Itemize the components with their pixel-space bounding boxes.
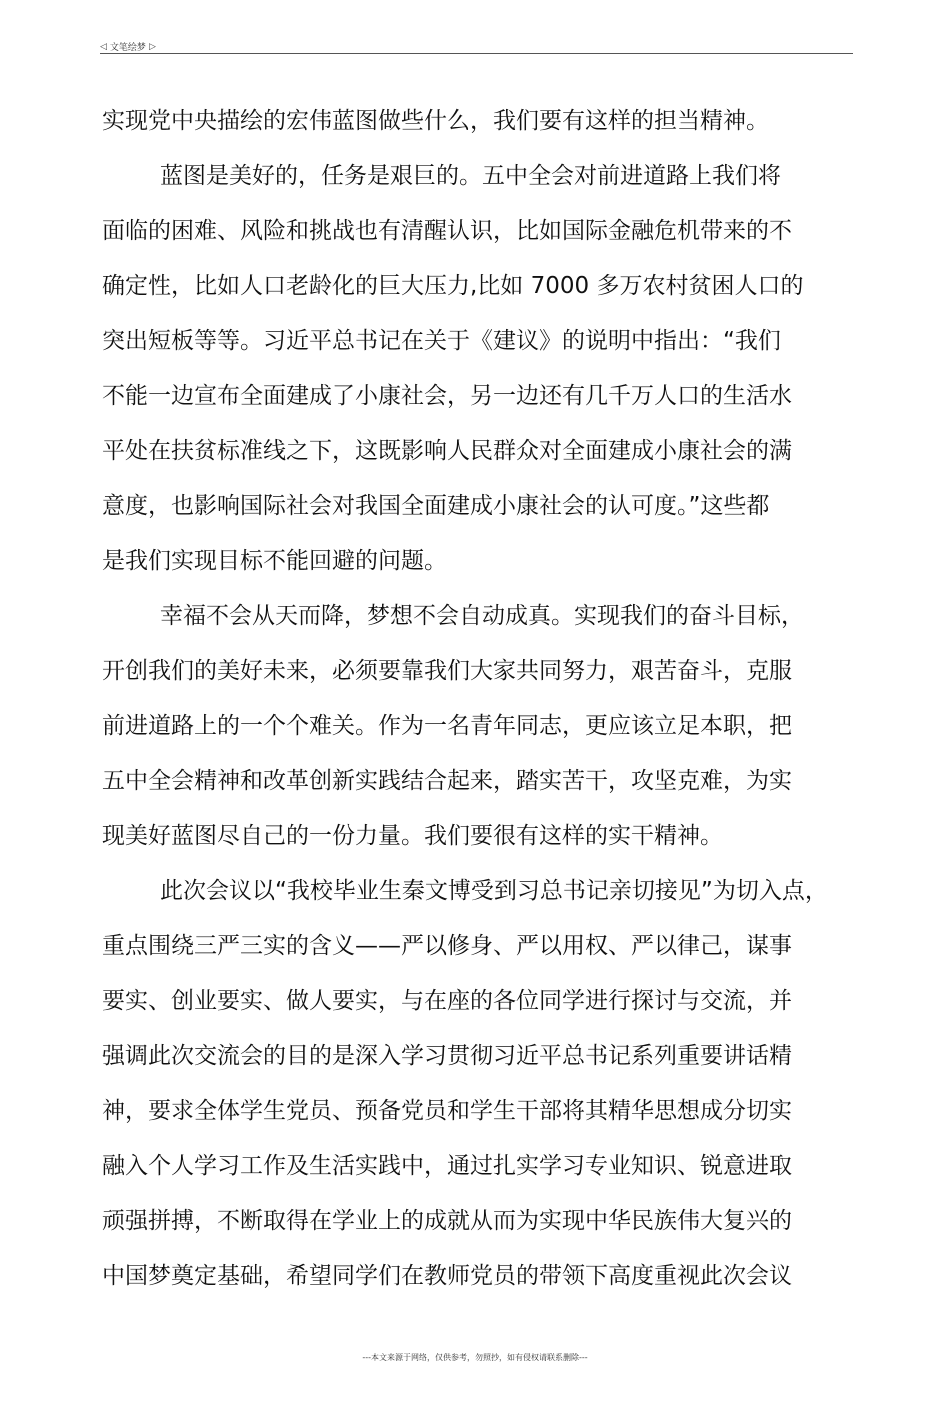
text-line: 此次会议以“我校毕业生秦文博受到习总书记亲切接见”为切入点， (160, 878, 828, 904)
right-triangle-icon: ▷ (148, 41, 156, 52)
text-line: 幸福不会从天而降，梦想不会自动成真。实现我们的奋斗目标， (160, 603, 804, 629)
text-line: 要实、创业要实、做人要实，与在座的各位同学进行探讨与交流，并 (102, 988, 792, 1014)
text-line: 平处在扶贫标准线之下，这既影响人民群众对全面建成小康社会的满 (102, 438, 792, 464)
text-line: 实现党中央描绘的宏伟蓝图做些什么，我们要有这样的担当精神。 (102, 108, 769, 134)
text-line: 顽强拼搏，不断取得在学业上的成就从而为实现中华民族伟大复兴的 (102, 1208, 792, 1234)
text-line: 意度，也影响国际社会对我国全面建成小康社会的认可度。”这些都 (102, 493, 770, 519)
text-line: 开创我们的美好未来，必须要靠我们大家共同努力，艰苦奋斗，克服 (102, 658, 792, 684)
text-line: 融入个人学习工作及生活实践中，通过扎实学习专业知识、锐意进取 (102, 1153, 792, 1179)
text-line: 前进道路上的一个个难关。作为一名青年同志，更应该立足本职，把 (102, 713, 792, 739)
text-line: 强调此次交流会的目的是深入学习贯彻习近平总书记系列重要讲话精 (102, 1043, 792, 1069)
header-divider (100, 53, 853, 54)
text-line: 是我们实现目标不能回避的问题。 (102, 548, 447, 574)
page-header (100, 40, 156, 53)
text-line: 面临的困难、风险和挑战也有清醒认识，比如国际金融危机带来的不 (102, 218, 792, 244)
text-line: 中国梦奠定基础，希望同学们在教师党员的带领下高度重视此次会议 (102, 1263, 792, 1289)
text-line: 不能一边宣布全面建成了小康社会，另一边还有几千万人口的生活水 (102, 383, 792, 409)
text-line: 五中全会精神和改革创新实践结合起来，踏实苦干，攻坚克难，为实 (102, 768, 792, 794)
left-triangle-icon: ◁ (100, 41, 107, 52)
text-line: 现美好蓝图尽自己的一份力量。我们要很有这样的实干精神。 (102, 823, 723, 849)
text-line: 蓝图是美好的，任务是艰巨的。五中全会对前进道路上我们将 (160, 163, 781, 189)
text-line: 重点围绕三严三实的含义——严以修身、严以用权、严以律己，谋事 (102, 933, 792, 959)
text-line: 确定性，比如人口老龄化的巨大压力,比如 7000 多万农村贫困人口的 (102, 273, 804, 299)
header-title: 文笔绘梦 (109, 43, 146, 53)
text-line: 突出短板等等。习近平总书记在关于《建议》的说明中指出：“我们 (102, 328, 781, 354)
page-footer: ---本文来源于网络，仅供参考，勿照抄，如有侵权请联系删除--- (362, 1353, 588, 1362)
text-line: 神，要求全体学生党员、预备党员和学生干部将其精华思想成分切实 (102, 1098, 792, 1124)
